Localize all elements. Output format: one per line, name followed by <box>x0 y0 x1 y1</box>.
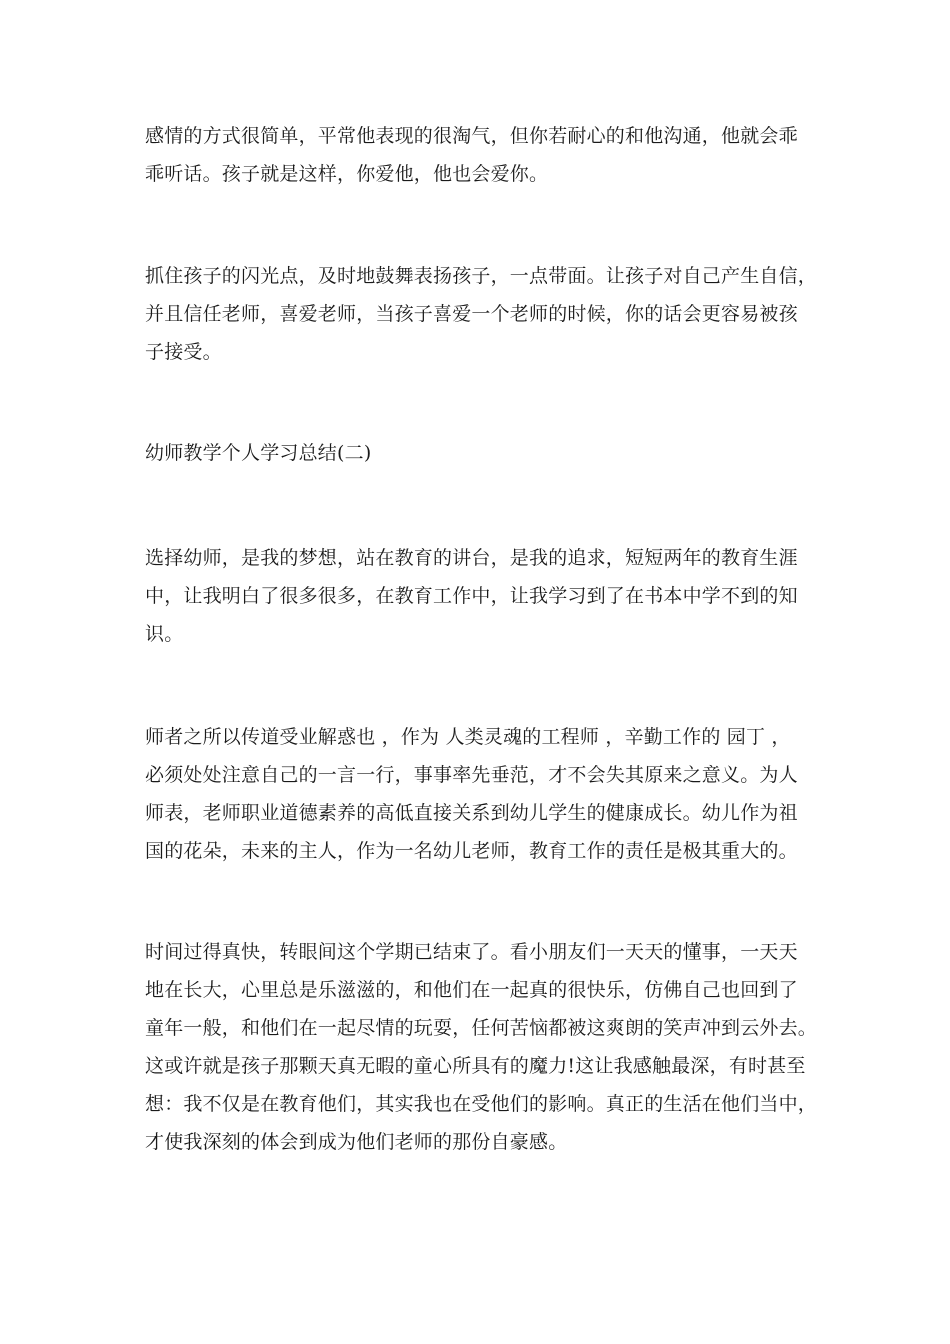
paragraph-line: 童年一般，和他们在一起尽情的玩耍，任何苦恼都被这爽朗的笑声冲到云外去。 <box>145 1017 818 1039</box>
paragraph-line: 师表，老师职业道德素养的高低直接关系到幼儿学生的健康成长。幼儿作为祖 <box>145 802 798 824</box>
paragraph-line: 抓住孩子的闪光点，及时地鼓舞表扬孩子，一点带面。让孩子对自己产生自信， <box>145 265 818 287</box>
paragraph-line: 选择幼师，是我的梦想，站在教育的讲台，是我的追求，短短两年的教育生涯 <box>145 547 798 569</box>
paragraph-line: 才使我深刻的体会到成为他们老师的那份自豪感。 <box>145 1131 568 1153</box>
paragraph-line: 并且信任老师，喜爱老师，当孩子喜爱一个老师的时候，你的话会更容易被孩 <box>145 303 798 325</box>
paragraph-line: 必须处处注意自己的一言一行，事事率先垂范，才不会失其原来之意义。为人 <box>145 764 798 786</box>
paragraph-line: 师者之所以传道受业解惑也 ，作为 人类灵魂的工程师 ，辛勤工作的 园丁 ， <box>145 726 791 748</box>
paragraph-line: 子接受。 <box>145 341 222 363</box>
paragraph-line: 感情的方式很简单，平常他表现的很淘气，但你若耐心的和他沟通，他就会乖 <box>145 125 798 147</box>
paragraph-line: 国的花朵，未来的主人，作为一名幼儿老师，教育工作的责任是极其重大的。 <box>145 840 798 862</box>
paragraph-line: 想：我不仅是在教育他们，其实我也在受他们的影响。真正的生活在他们当中， <box>145 1093 818 1115</box>
section-heading: 幼师教学个人学习总结(二) <box>145 442 372 464</box>
paragraph-line: 地在长大，心里总是乐滋滋的，和他们在一起真的很快乐，仿佛自己也回到了 <box>145 979 798 1001</box>
paragraph-line: 乖听话。孩子就是这样，你爱他，他也会爱你。 <box>145 163 549 185</box>
paragraph-line: 识。 <box>145 623 184 645</box>
paragraph-line: 时间过得真快，转眼间这个学期已结束了。看小朋友们一天天的懂事，一天天 <box>145 941 798 963</box>
paragraph-line: 中，让我明白了很多很多，在教育工作中，让我学习到了在书本中学不到的知 <box>145 585 798 607</box>
paragraph-line: 这或许就是孩子那颗天真无暇的童心所具有的魔力!这让我感触最深，有时甚至 <box>145 1055 806 1077</box>
